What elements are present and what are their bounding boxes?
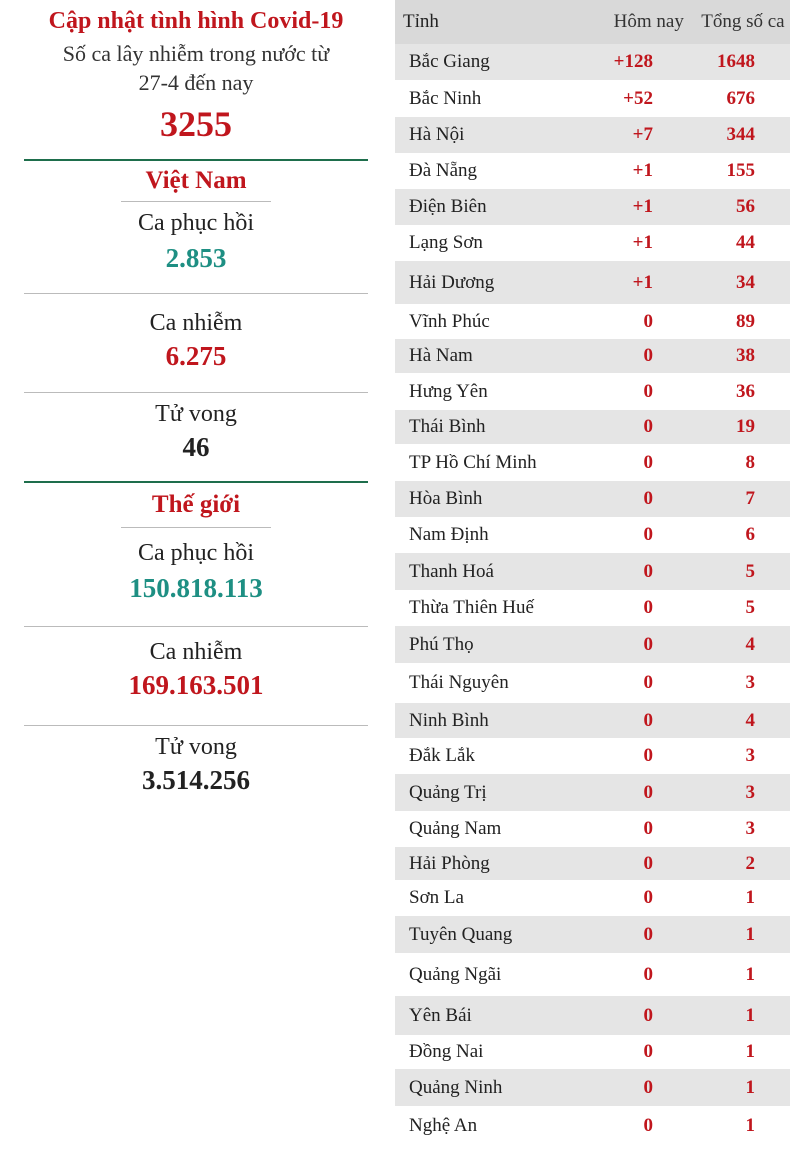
table-row (395, 373, 790, 410)
stat-value: 150.818.113 (129, 573, 263, 603)
today-count: 0 (643, 416, 653, 437)
province-name: Hòa Bình (409, 488, 483, 509)
total-count: 4 (745, 633, 755, 655)
world-section-title: Thế giới (151, 491, 241, 518)
today-count: 0 (643, 597, 653, 618)
domestic-total: 3255 (160, 104, 232, 144)
column-header-total: Tổng số ca (701, 11, 785, 32)
province-name: Tuyên Quang (409, 923, 513, 945)
today-count: +7 (632, 124, 653, 145)
today-count: +128 (613, 51, 653, 72)
table-row (395, 847, 790, 880)
table-row (395, 410, 790, 444)
today-count: 0 (643, 488, 653, 509)
province-name: Hưng Yên (409, 380, 488, 402)
today-count: 0 (643, 745, 653, 766)
table-body (395, 44, 790, 1145)
stat-label: Ca nhiễm (149, 639, 243, 665)
province-name: Thái Nguyên (409, 672, 509, 693)
total-count: 2 (745, 852, 755, 874)
stat-label: Ca phục hồi (138, 210, 254, 236)
today-count: 0 (643, 1004, 653, 1026)
stat-label: Tử vong (155, 734, 237, 760)
today-count: 0 (643, 1114, 653, 1136)
total-count: 34 (736, 271, 755, 293)
stat-label: Ca phục hồi (138, 540, 254, 566)
vietnam-deaths (24, 393, 368, 481)
total-count: 1 (745, 887, 755, 908)
province-name: Hà Nội (409, 124, 465, 145)
province-name: Đà Nẵng (409, 160, 478, 181)
table-row (395, 953, 790, 996)
table-row (395, 703, 790, 738)
today-count: 0 (643, 1076, 653, 1098)
table-row (395, 880, 790, 916)
column-header-province: Tỉnh (403, 11, 439, 32)
table-row (395, 1035, 790, 1069)
today-count: +52 (623, 87, 653, 109)
province-name: Bắc Giang (409, 51, 490, 72)
today-count: 0 (643, 560, 653, 582)
total-count: 89 (736, 310, 755, 332)
table-header (395, 0, 790, 44)
today-count: 0 (643, 380, 653, 402)
divider (24, 159, 368, 161)
total-count: 38 (736, 345, 755, 366)
table-row (395, 996, 790, 1035)
table-row (395, 153, 790, 189)
province-name: Đồng Nai (409, 1041, 484, 1062)
table-row (395, 44, 790, 80)
province-name: Phú Thọ (409, 633, 474, 655)
table-row (395, 774, 790, 811)
province-name: Nghệ An (409, 1114, 478, 1136)
province-name: Đắk Lắk (409, 745, 475, 766)
total-count: 19 (736, 416, 755, 437)
total-count: 36 (736, 380, 755, 402)
vietnam-recovered (24, 202, 368, 293)
total-count: 5 (745, 560, 755, 582)
province-name: Thanh Hoá (409, 560, 494, 582)
total-count: 1648 (717, 51, 755, 72)
total-count: 1 (745, 963, 755, 985)
province-table (395, 0, 790, 1145)
stat-label: Ca nhiễm (149, 310, 243, 336)
province-name: Thái Bình (409, 416, 486, 437)
divider (24, 481, 368, 483)
table-row (395, 517, 790, 553)
total-count: 1 (745, 1114, 755, 1136)
table-row (395, 189, 790, 225)
province-name: Quảng Nam (409, 818, 502, 839)
total-count: 676 (726, 87, 755, 109)
province-name: Thừa Thiên Huế (409, 597, 534, 618)
today-count: +1 (632, 160, 653, 181)
province-name: Quảng Ngãi (409, 963, 502, 985)
total-count: 56 (736, 196, 755, 217)
total-count: 7 (745, 488, 755, 509)
today-count: 0 (643, 709, 653, 731)
total-count: 5 (745, 597, 755, 618)
province-name: Điện Biên (409, 196, 487, 217)
province-name: TP Hồ Chí Minh (409, 451, 537, 473)
province-name: Quảng Ninh (409, 1076, 503, 1098)
today-count: 0 (643, 781, 653, 803)
today-count: +1 (632, 271, 653, 293)
table-row (395, 304, 790, 339)
today-count: 0 (643, 852, 653, 874)
domestic-subtitle (24, 39, 368, 97)
vietnam-infected (24, 294, 368, 392)
today-count: 0 (643, 633, 653, 655)
table-row (395, 663, 790, 703)
province-name: Hải Phòng (409, 852, 490, 874)
table-row (395, 738, 790, 774)
table-row (395, 590, 790, 626)
stat-label: Tử vong (155, 401, 237, 427)
province-name: Ninh Bình (409, 709, 489, 731)
subtitle-line-2: 27-4 đến nay (138, 70, 254, 95)
total-count: 155 (726, 160, 755, 181)
total-count: 1 (745, 1076, 755, 1098)
total-count: 3 (745, 818, 755, 839)
province-name: Bắc Ninh (409, 87, 482, 109)
world-recovered (24, 528, 368, 626)
summary-panel (24, 0, 368, 816)
table-row (395, 444, 790, 481)
province-name: Yên Bái (409, 1004, 472, 1026)
today-count: 0 (643, 451, 653, 473)
today-count: 0 (643, 310, 653, 332)
total-count: 344 (726, 124, 755, 145)
table-row (395, 1106, 790, 1145)
table-row (395, 481, 790, 517)
today-count: 0 (643, 818, 653, 839)
total-count: 1 (745, 1041, 755, 1062)
total-count: 3 (745, 672, 755, 693)
today-count: 0 (643, 923, 653, 945)
table-row (395, 225, 790, 261)
total-count: 1 (745, 923, 755, 945)
stat-value: 6.275 (165, 341, 227, 371)
stat-value: 3.514.256 (142, 765, 250, 795)
total-count: 4 (745, 709, 755, 731)
table-row (395, 80, 790, 117)
table-row (395, 1069, 790, 1106)
province-name: Lạng Sơn (409, 232, 483, 253)
world-deaths (24, 726, 368, 816)
subtitle-line-1: Số ca lây nhiễm trong nước từ (62, 41, 330, 66)
today-count: +1 (632, 196, 653, 217)
province-name: Sơn La (409, 887, 464, 908)
province-name: Vĩnh Phúc (409, 310, 490, 332)
table-row (395, 117, 790, 153)
column-header-today: Hôm nay (613, 11, 684, 32)
total-count: 6 (745, 524, 755, 545)
today-count: 0 (643, 524, 653, 545)
province-name: Quảng Trị (409, 781, 487, 803)
today-count: +1 (632, 232, 653, 253)
stat-value: 2.853 (165, 243, 227, 273)
province-name: Nam Định (409, 524, 489, 545)
table-row (395, 626, 790, 663)
today-count: 0 (643, 672, 653, 693)
total-count: 8 (745, 451, 755, 473)
table-row (395, 916, 790, 953)
stat-value: 46 (182, 432, 210, 462)
stat-value: 169.163.501 (128, 670, 264, 700)
today-count: 0 (643, 963, 653, 985)
page-title: Cập nhật tình hình Covid-19 (48, 8, 344, 34)
province-name: Hải Dương (409, 271, 495, 293)
table-row (395, 261, 790, 304)
table-row (395, 811, 790, 847)
total-count: 44 (736, 232, 755, 253)
today-count: 0 (643, 345, 653, 366)
table-row (395, 553, 790, 590)
world-infected (24, 627, 368, 725)
table-row (395, 339, 790, 373)
total-count: 3 (745, 781, 755, 803)
today-count: 0 (643, 887, 653, 908)
vietnam-section-title: Việt Nam (145, 167, 247, 194)
province-name: Hà Nam (409, 345, 473, 366)
today-count: 0 (643, 1041, 653, 1062)
total-count: 3 (745, 745, 755, 766)
total-count: 1 (745, 1004, 755, 1026)
